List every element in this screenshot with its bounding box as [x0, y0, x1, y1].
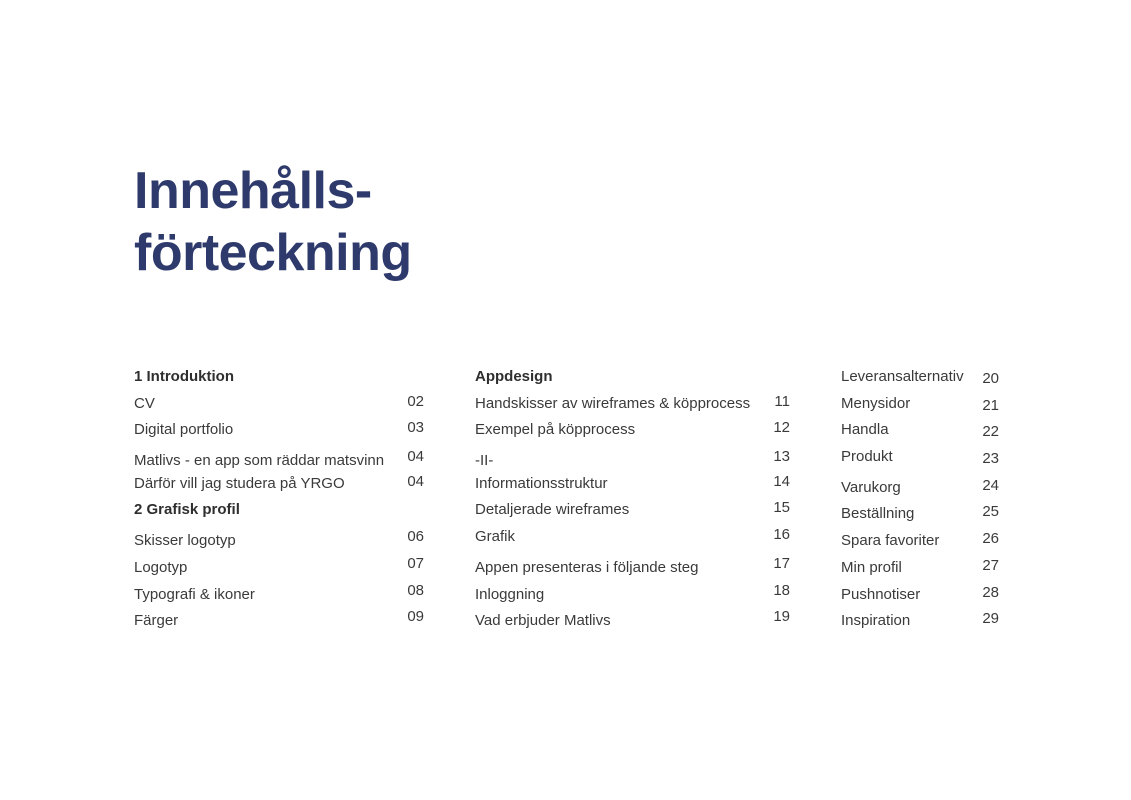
toc-entry-page: 21: [982, 396, 999, 414]
toc-entry-label: 2 Grafisk profil: [134, 501, 240, 519]
page-title-line-1: Innehålls-: [134, 162, 372, 220]
toc-entry-label: Varukorg: [841, 478, 901, 496]
toc-entry-page: 14: [773, 472, 790, 490]
toc-entry-page: 07: [407, 554, 424, 572]
toc-entry-page: 22: [982, 423, 999, 441]
toc-entry: [475, 499, 790, 526]
toc-entry-page: 24: [982, 476, 999, 494]
toc-entry: [475, 419, 790, 446]
toc-entry-label: Grafik: [475, 528, 516, 546]
toc-section-heading: [134, 366, 424, 393]
toc-entry: [475, 580, 790, 607]
toc-entry-label: Inspiration: [841, 612, 911, 630]
toc-entry-page: 16: [773, 526, 790, 544]
page-title-line-2: förteckning: [134, 224, 412, 282]
toc-entry-label: Beställning: [841, 505, 915, 523]
toc-entry: [475, 526, 790, 553]
toc-entry-page: 26: [982, 530, 999, 548]
toc-section-heading: [134, 499, 424, 526]
toc-entry: [134, 393, 424, 420]
toc-column-1: [134, 366, 424, 633]
toc-section-heading: [475, 366, 790, 393]
toc-entry: [841, 553, 999, 580]
toc-entry: [841, 393, 999, 420]
toc-entry-label: -II-: [475, 452, 494, 470]
toc-entry-page: 03: [407, 419, 424, 437]
toc-entry: [841, 606, 999, 633]
toc-entry: [841, 419, 999, 446]
toc-entry: [841, 580, 999, 607]
toc-column-3: [841, 366, 999, 633]
toc-entry-label: 1 Introduktion: [134, 368, 234, 385]
toc-entry: [841, 499, 999, 526]
toc-entry-label: Appen presenteras i följande steg: [475, 558, 699, 576]
toc-entry-label: Typografi & ikoner: [134, 585, 255, 603]
toc-entry-page: 29: [982, 610, 999, 628]
toc-entry-page: 23: [982, 450, 999, 468]
toc-entry-label: Matlivs - en app som räddar matsvinn: [134, 452, 385, 470]
toc-entry-page: 04: [407, 448, 424, 466]
toc-entry-label: Skisser logotyp: [134, 532, 236, 550]
toc-entry-page: 28: [982, 583, 999, 601]
toc-entry: [134, 473, 424, 500]
toc-entry-label: Informationsstruktur: [475, 474, 608, 492]
toc-entry-label: Handskisser av wireframes & köpprocess: [475, 394, 751, 412]
toc-entry-label: Spara favoriter: [841, 532, 940, 550]
toc-entry: [841, 473, 999, 500]
toc-entry-page: 08: [407, 581, 424, 599]
page-title: [134, 160, 412, 284]
toc-entry-page: 27: [982, 556, 999, 574]
toc-entry-page: 12: [773, 419, 790, 437]
toc-entry-page: 06: [407, 528, 424, 546]
toc-entry-label: Leveransalternativ: [841, 368, 964, 385]
toc-entry-page: 25: [982, 503, 999, 521]
toc-entry-label: Min profil: [841, 558, 902, 576]
toc-entry-label: Därför vill jag studera på YRGO: [134, 474, 345, 492]
toc-entry: [134, 606, 424, 633]
toc-entry-label: Vad erbjuder Matlivs: [475, 612, 611, 630]
toc-entry-label: Pushnotiser: [841, 585, 921, 603]
toc-entry-label: Appdesign: [475, 368, 553, 385]
toc-entry-label: Menysidor: [841, 394, 911, 412]
toc-entry-label: Detaljerade wireframes: [475, 501, 630, 519]
toc-entry-page: 11: [774, 392, 790, 410]
toc-entry: [475, 553, 790, 580]
toc-entry: [841, 366, 999, 393]
toc-entry-label: Färger: [134, 612, 179, 630]
toc-entry: [475, 446, 790, 473]
toc-entry-label: Logotyp: [134, 558, 188, 576]
toc-entry-label: Exempel på köpprocess: [475, 421, 636, 439]
toc-entry-page: 13: [773, 448, 790, 466]
toc-entry-page: 04: [407, 472, 424, 490]
toc-entry-page: 15: [773, 499, 790, 517]
toc-entry-label: Digital portfolio: [134, 421, 234, 439]
toc-entry: [841, 446, 999, 473]
toc-entry: [475, 473, 790, 500]
toc-entry-page: 09: [407, 608, 424, 626]
toc-entry-page: 18: [773, 581, 790, 599]
toc-entry-label: Handla: [841, 421, 889, 439]
toc-entry-page: 20: [982, 370, 999, 387]
toc-entry: [475, 393, 790, 420]
toc-entry-label: CV: [134, 394, 155, 412]
toc-entry-page: 17: [773, 554, 790, 572]
toc-entry: [841, 526, 999, 553]
toc-entry: [134, 553, 424, 580]
toc-entry: [475, 606, 790, 633]
toc-entry-page: 02: [407, 392, 424, 410]
toc-entry: [134, 580, 424, 607]
toc-entry: [134, 419, 424, 446]
toc-entry: [134, 526, 424, 553]
toc-entry: [134, 446, 424, 473]
toc-entry-label: Produkt: [841, 448, 893, 466]
toc-column-2: [475, 366, 790, 633]
toc-entry-label: Inloggning: [475, 585, 545, 603]
toc-entry-page: 19: [773, 608, 790, 626]
